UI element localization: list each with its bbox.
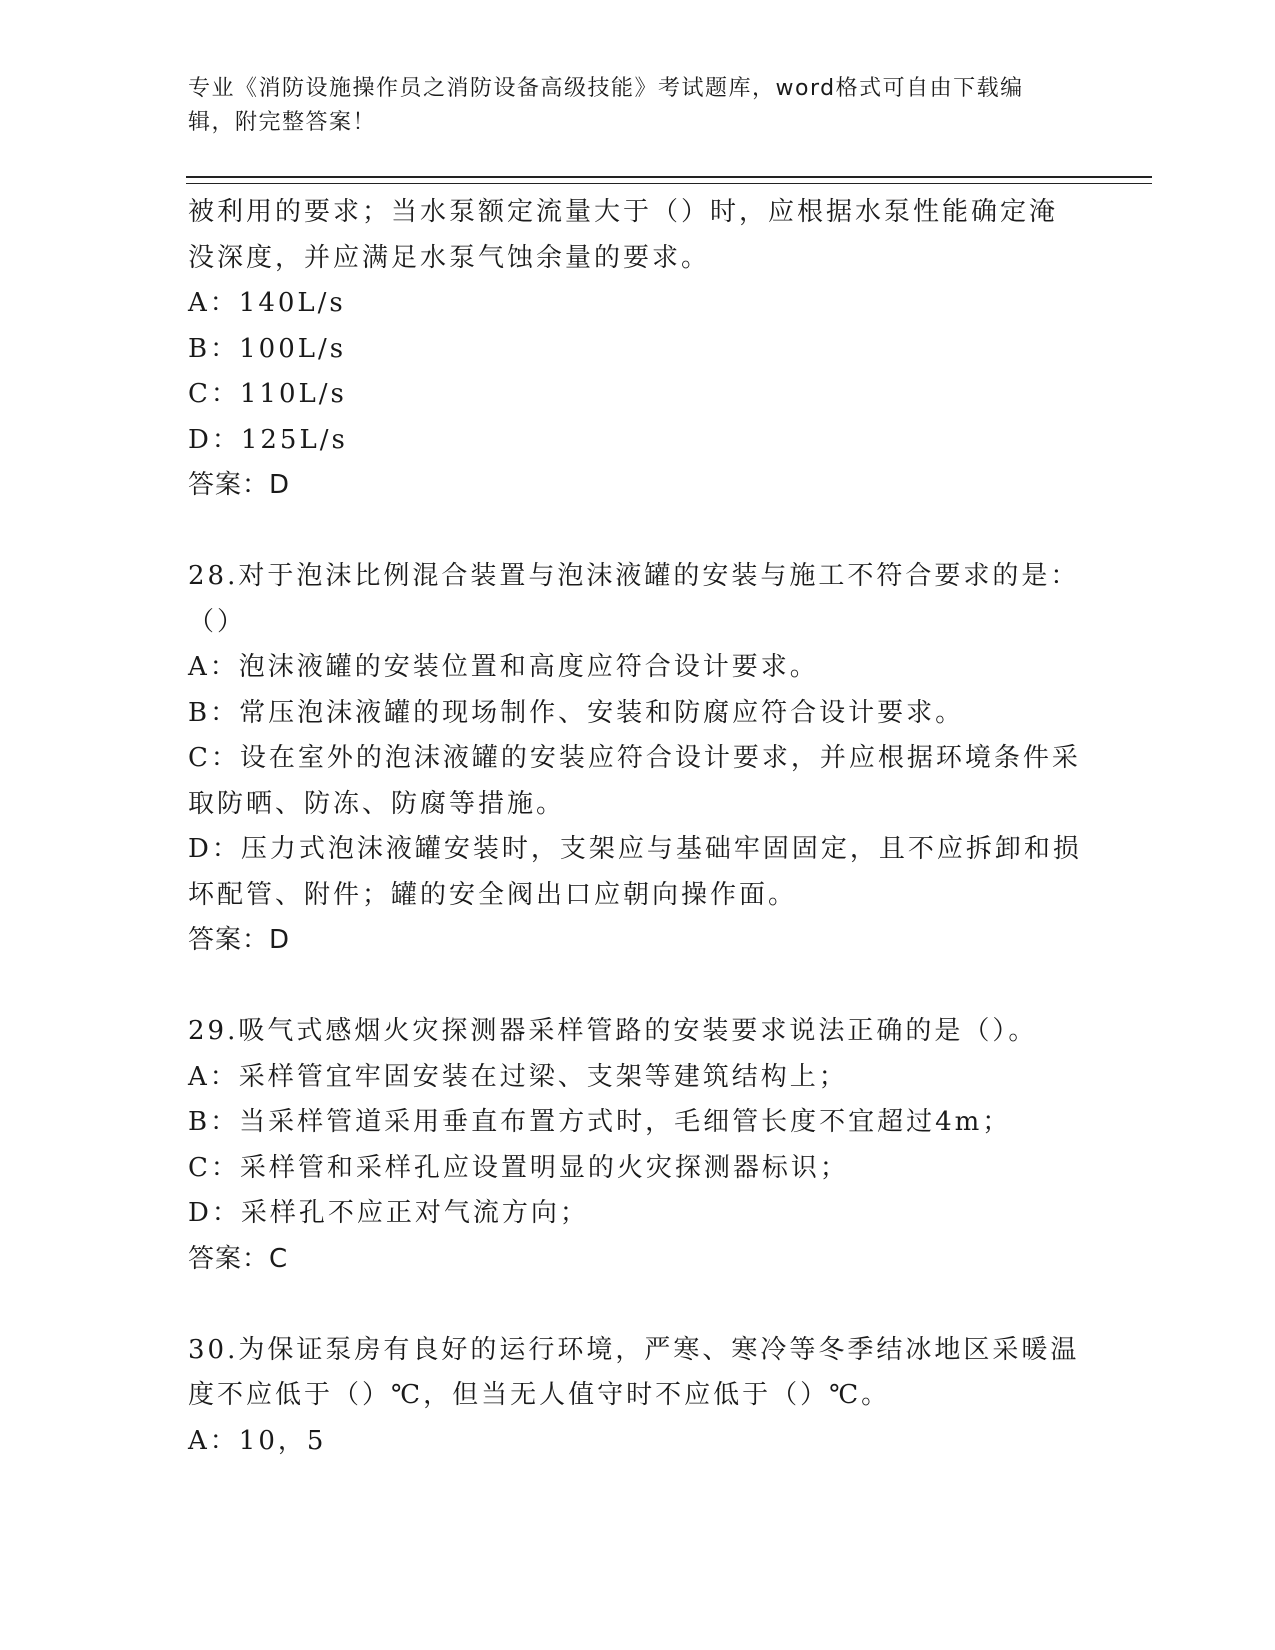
question-stem-line: 没深度，并应满足水泵气蚀余量的要求。	[188, 242, 711, 273]
question-stem-line: 度不应低于（）℃，但当无人值守时不应低于（）℃。	[188, 1380, 891, 1410]
option-a: A：泡沫液罐的安装位置和高度应符合设计要求。	[188, 652, 819, 682]
question-28	[188, 554, 1088, 964]
option-c: C：设在室外的泡沫液罐的安装应符合设计要求，并应根据环境条件采	[188, 743, 1081, 773]
header-line-1: 专业《消防设施操作员之消防设备高级技能》考试题库，word格式可自由下载编	[188, 76, 1024, 101]
question-list	[188, 190, 1088, 1464]
question-29	[188, 1009, 1088, 1282]
header-divider-thin	[186, 183, 1152, 184]
question-stem-line: 被利用的要求；当水泵额定流量大于（）时，应根据水泵性能确定淹	[188, 197, 1059, 227]
spacer	[188, 509, 1088, 555]
header-divider-thick	[186, 176, 1152, 178]
option-c: C：采样管和采样孔应设置明显的火灾探测器标识；	[188, 1152, 849, 1183]
question-27	[188, 190, 1088, 509]
option-a: A：140L/s	[188, 288, 346, 318]
answer: 答案：D	[188, 470, 291, 500]
option-b: B：常压泡沫液罐的现场制作、安装和防腐应符合设计要求。	[188, 697, 965, 728]
question-30	[188, 1328, 1088, 1465]
option-c: C：110L/s	[188, 379, 347, 409]
question-stem-line: （）	[188, 606, 247, 637]
answer: 答案：D	[188, 925, 291, 955]
question-stem-line: 28.对于泡沫比例混合装置与泡沫液罐的安装与施工不符合要求的是：	[188, 561, 1080, 591]
answer: 答案：C	[188, 1243, 289, 1274]
option-c-continued: 取防晒、防冻、防腐等措施。	[188, 788, 566, 819]
document-header	[188, 72, 1068, 140]
option-b: B：100L/s	[188, 333, 347, 364]
spacer	[188, 1282, 1088, 1328]
question-stem-line: 29.吸气式感烟火灾探测器采样管路的安装要求说法正确的是（）。	[188, 1016, 1038, 1046]
option-b: B：当采样管道采用垂直布置方式时，毛细管长度不宜超过4m；	[188, 1107, 1012, 1137]
spacer	[188, 964, 1088, 1010]
option-d: D：压力式泡沫液罐安装时，支架应与基础牢固固定，且不应拆卸和损	[188, 834, 1082, 864]
option-d: D：125L/s	[188, 424, 348, 455]
option-a: A：采样管宜牢固安装在过梁、支架等建筑结构上；	[188, 1061, 848, 1092]
question-stem-line: 30.为保证泵房有良好的运行环境，严寒、寒冷等冬季结冰地区采暖温	[188, 1334, 1080, 1365]
option-d-continued: 坏配管、附件；罐的安全阀出口应朝向操作面。	[188, 879, 798, 910]
option-a: A：10，5	[188, 1425, 327, 1456]
header-line-2: 辑，附完整答案！	[188, 110, 377, 135]
option-d: D：采样孔不应正对气流方向；	[188, 1198, 589, 1228]
